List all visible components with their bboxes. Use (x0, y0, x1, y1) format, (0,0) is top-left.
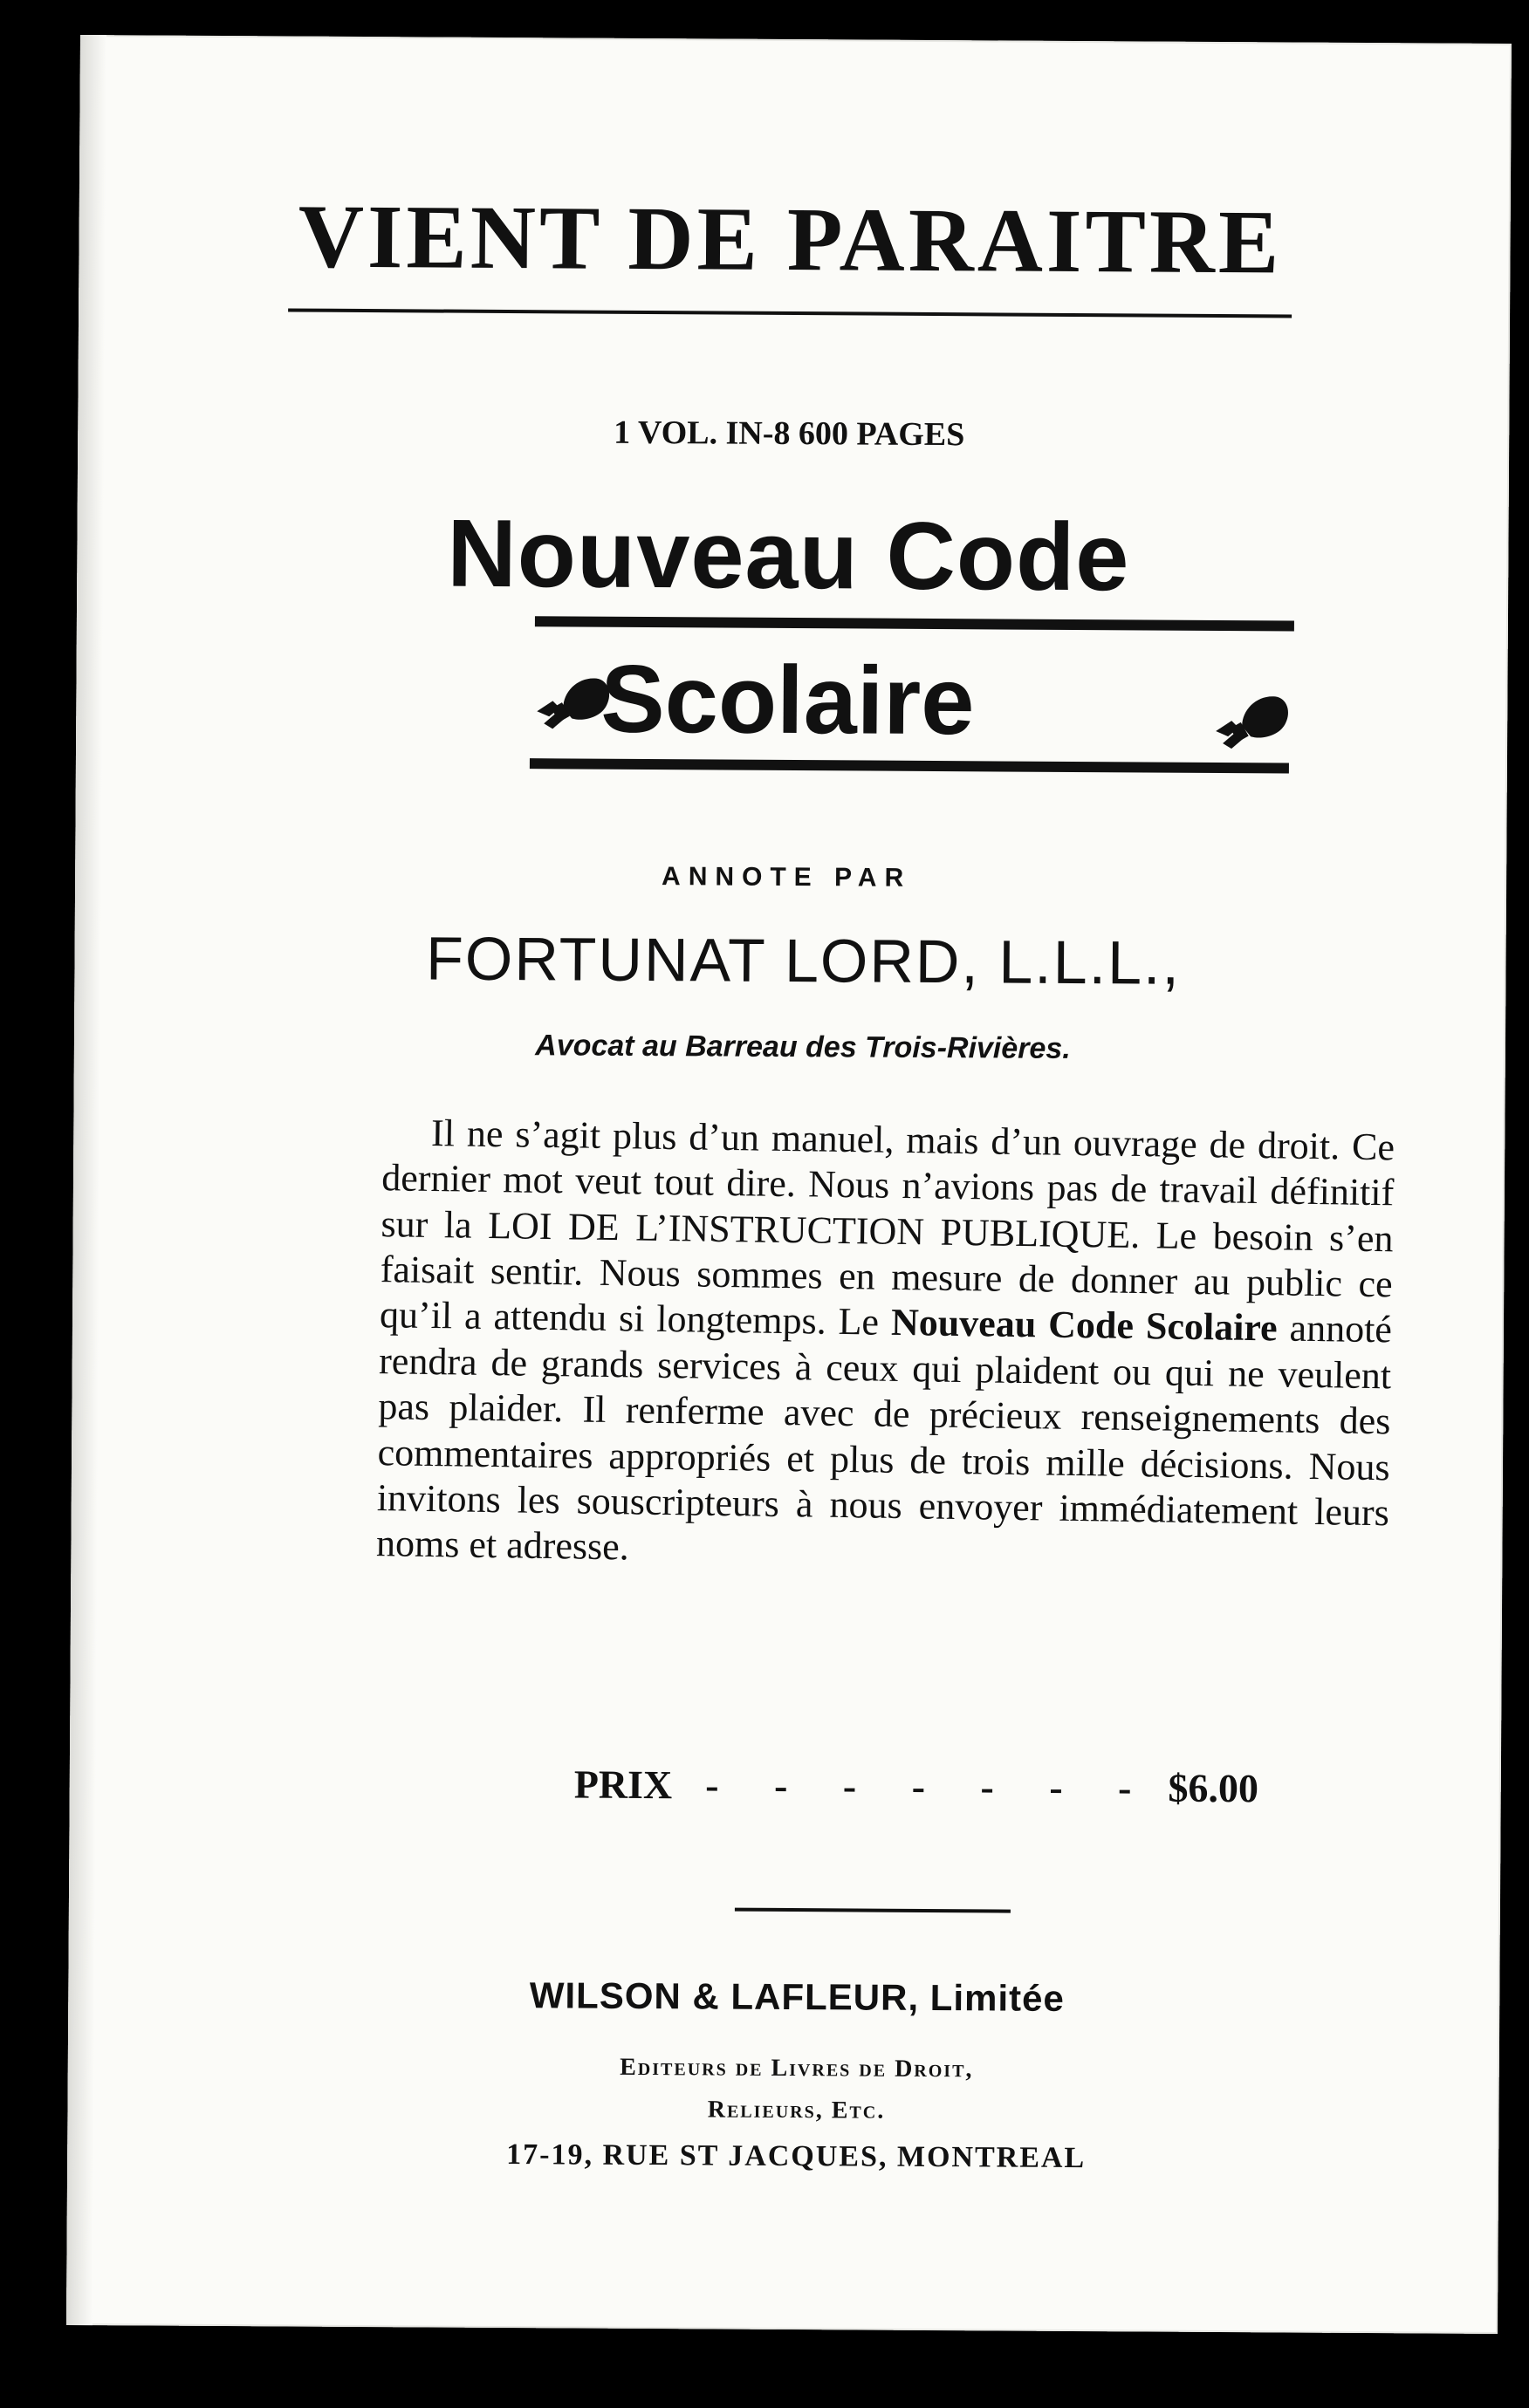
title-rule-bottom (530, 758, 1289, 773)
price-leader-dots: - - - - - - - (705, 1762, 1155, 1810)
author-title: Avocat au Barreau des Trois-Rivières. (535, 1029, 1071, 1065)
price-value: $6.00 (1168, 1765, 1259, 1811)
description-title-emphasis: Nouveau Code Scolaire (890, 1301, 1279, 1350)
annotated-by-label: ANNOTE PAR (661, 862, 912, 893)
description-text-2: annoté rendra de grands services à ceux qui plaident ou qui ne veulent pas plaider. Il renferme avec de précieux renseignements des commentaires appropriés et plus de trois mille décisions. Nous invitons les souscripteurs à nous envoyer immédiatement leurs noms et adresse. (375, 1306, 1393, 1569)
headline-underline (288, 308, 1292, 318)
book-title-line1: Nouveau Code (446, 499, 1130, 612)
book-title-line2: Scolaire (600, 645, 975, 756)
description-paragraph (376, 1110, 1395, 1582)
scanned-page (66, 35, 1512, 2334)
advertisement-content (290, 36, 1424, 2175)
title-rule-top (535, 616, 1294, 631)
pointing-hand-ornament-icon (1207, 686, 1295, 765)
section-divider (735, 1908, 1011, 1913)
price-line (573, 1762, 1259, 1811)
headline: VIENT DE PARAITRE (298, 186, 1283, 293)
description-text-1: Il ne s’agit plus d’un manuel, mais d’un ouvrage de droit. Ce dernier mot veut tout dire. Nous n’avions pas de travail définitif sur la LOI DE L’INSTRUCTION PUBLIQUE. Le besoin s’en faisait sentir. Nous sommes en mesure de donner au public ce qu’il a attendu si longtemps. Le (379, 1111, 1395, 1344)
author-name: FORTUNAT LORD, L.L.L., (425, 924, 1182, 997)
price-label: PRIX (573, 1762, 673, 1808)
publisher-description-2: Relieurs, Etc. (707, 2096, 886, 2124)
publisher-name: WILSON & LAFLEUR, Limitée (529, 1974, 1065, 2019)
publisher-address: 17-19, RUE ST JACQUES, MONTREAL (506, 2138, 1087, 2175)
publisher-description-1: Editeurs de Livres de Droit, (620, 2053, 974, 2083)
volume-info: 1 VOL. IN-8 600 PAGES (614, 414, 965, 454)
